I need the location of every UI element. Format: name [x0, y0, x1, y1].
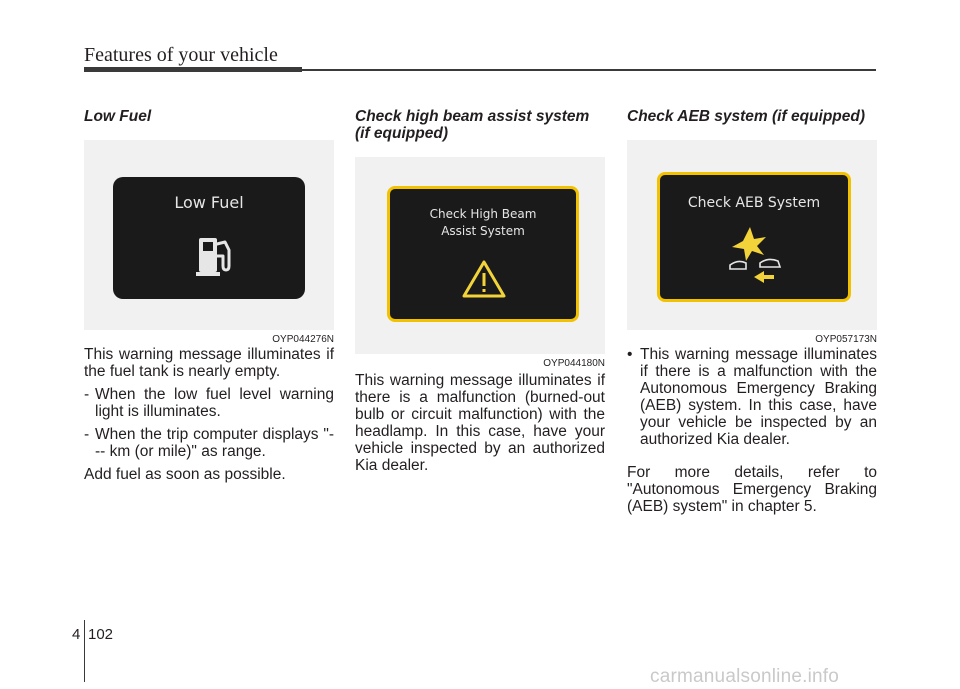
section-high-beam-assist: [355, 108, 605, 474]
section-title-aeb: Check AEB system (if equipped): [627, 108, 866, 125]
low-fuel-screen-text: Low Fuel: [174, 193, 244, 212]
low-fuel-screen: [113, 177, 305, 299]
page-header-title: Features of your vehicle: [84, 44, 278, 66]
footer-separator: [84, 620, 85, 682]
warning-triangle-icon: [461, 259, 507, 299]
figure-low-fuel: [84, 140, 334, 345]
high-beam-screen: [387, 186, 579, 322]
section-title-high-beam-line1: Check high beam assist system: [355, 108, 590, 125]
section-title-low-fuel: Low Fuel: [84, 108, 152, 125]
figure-code: OYP057173N: [815, 334, 877, 345]
list-item: - When the low fuel level warning light is illuminates.: [84, 386, 334, 420]
section-low-fuel: [84, 108, 334, 483]
list-item-text: When the low fuel level warning light is illuminates.: [95, 386, 334, 420]
header-rule-thin: [302, 69, 876, 71]
footer-page-number: 102: [88, 626, 114, 643]
fuel-pump-icon: [195, 232, 237, 280]
header-rule-thick: [84, 67, 302, 72]
high-beam-screen-line2: Assist System: [441, 224, 525, 238]
list-item: - When the trip computer displays "--- km (or mile)" as range.: [84, 426, 334, 460]
figure-high-beam: [355, 157, 605, 369]
aeb-screen: [657, 172, 851, 302]
figure-code: OYP044180N: [543, 358, 605, 369]
section-aeb: [627, 108, 877, 515]
high-beam-screen-line1: Check High Beam: [429, 207, 537, 221]
aeb-screen-text: Check AEB System: [687, 195, 821, 211]
aeb-bullet-text: This warning message illuminates if there is a malfunction with the Autonomous Emergency Braking (AEB) system. In this case, have your vehicle be inspected by an authorized Kia dealer.: [640, 346, 877, 448]
low-fuel-closing: Add fuel as soon as possible.: [84, 466, 286, 483]
aeb-paragraph: For more details, refer to "Autonomous Emergency Braking (AEB) system" in chapter 5.: [627, 464, 877, 515]
watermark: carmanualsonline.info: [650, 666, 840, 687]
footer-chapter-number: 4: [72, 626, 81, 643]
low-fuel-paragraph: This warning message illuminates if the fuel tank is nearly empty.: [84, 346, 334, 380]
section-title-high-beam-line2: (if equipped): [355, 125, 448, 142]
high-beam-paragraph: This warning message illuminates if there is a malfunction (burned-out bulb or circuit malfunction) with the headlamp. In this case, have your vehicle inspected by an authorized Kia dealer.: [355, 372, 605, 474]
list-item: • This warning message illuminates if there is a malfunction with the Autonomous Emergency Braking (AEB) system. In this case, have your vehicle be inspected by an authorized Kia dealer.: [627, 346, 877, 448]
figure-code: OYP044276N: [272, 334, 334, 345]
figure-aeb: [627, 140, 877, 345]
collision-icon: [724, 225, 788, 287]
list-item-text: When the trip computer displays "--- km (or mile)" as range.: [95, 426, 334, 460]
